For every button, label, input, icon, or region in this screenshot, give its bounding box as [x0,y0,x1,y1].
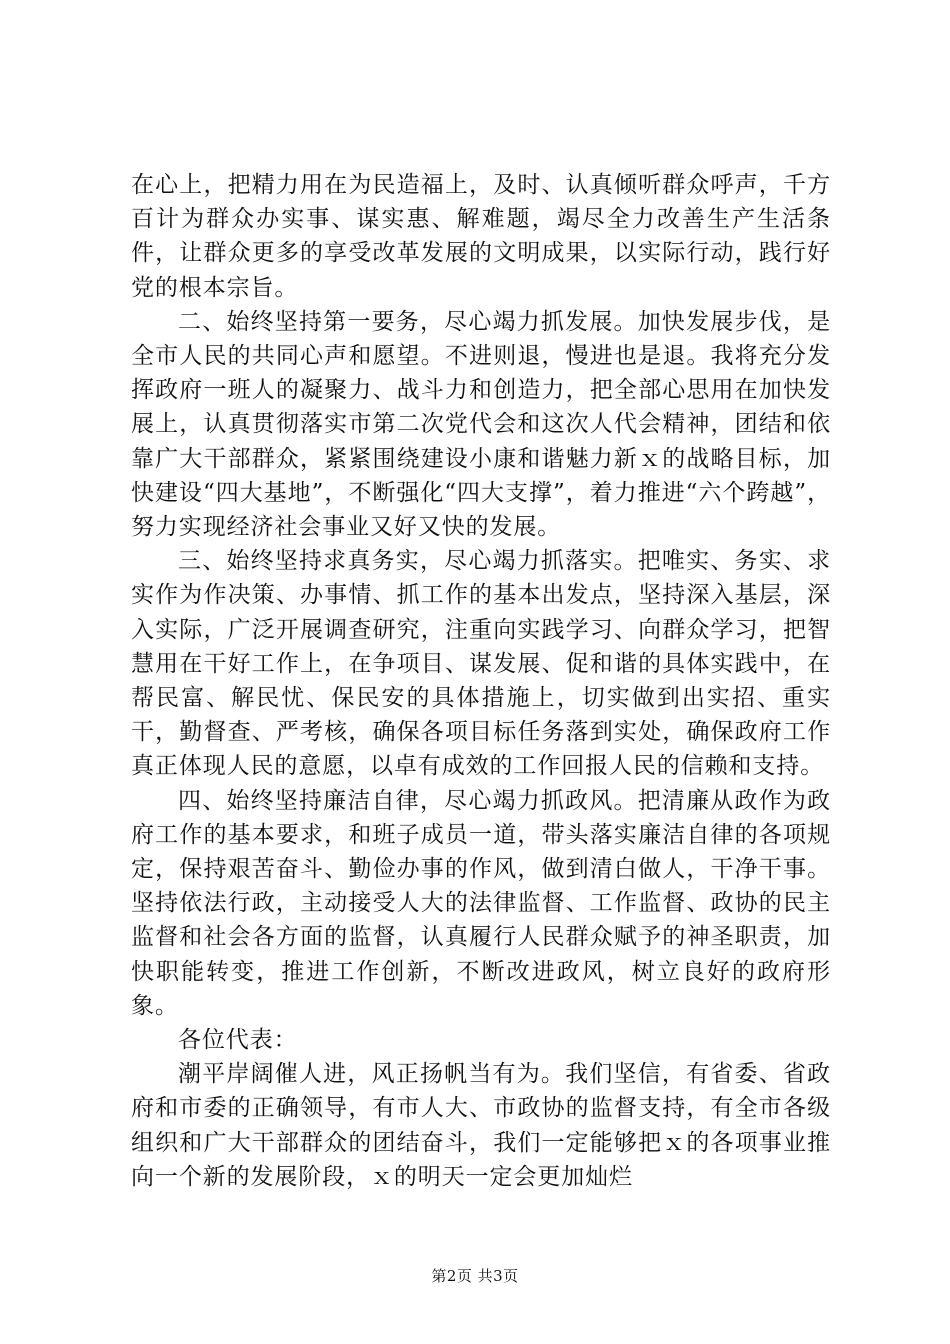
paragraph-continuation: 在心上，把精力用在为民造福上，及时、认真倾听群众呼声，千方百计为群众办实事、谋实惠、解难题，竭尽全力改善生产生活条件，让群众更多的享受改革发展的文明成果，以实际行动，践行好党的根本宗旨。 [131,172,831,301]
paragraph-section-four: 四、始终坚持廉洁自律，尽心竭力抓政风。把清廉从政作为政府工作的基本要求，和班子成员一道，带头落实廉洁自律的各项规定，保持艰苦奋斗、勤俭办事的作风，做到清白做人，干净干事。坚持依法行政，主动接受人大的法律监督、工作监督、政协的民主监督和社会各方面的监督，认真履行人民群众赋予的神圣职责，加快职能转变，推进工作创新，不断改进政风，树立良好的政府形象。 [131,787,831,1019]
document-body [131,168,831,1194]
paragraph-section-three: 三、始终坚持求真务实，尽心竭力抓落实。把唯实、务实、求实作为作决策、办事情、抓工作的基本出发点，坚持深入基层，深入实际，广泛开展调查研究，注重向实践学习、向群众学习，把智慧用在干好工作上，在争项目、谋发展、促和谐的具体实践中，在帮民富、解民忧、保民安的具体措施上，切实做到出实招、重实干，勤督查、严考核，确保各项目标任务落到实处，确保政府工作真正体现人民的意愿，以卓有成效的工作回报人民的信赖和支持。 [131,548,831,780]
paragraph-section-two: 二、始终坚持第一要务，尽心竭力抓发展。加快发展步伐，是全市人民的共同心声和愿望。不进则退，慢进也是退。我将充分发挥政府一班人的凝聚力、战斗力和创造力，把全部心思用在加快发展上，认真贯彻落实市第二次党代会和这次人代会精神，团结和依靠广大干部群众，紧紧围绕建设小康和谐魅力新ｘ的战略目标，加快建设“四大基地”，不断强化“四大支撑”，着力推进“六个跨越”，努力实现经济社会事业又好又快的发展。 [131,308,831,541]
page-number-footer: 第2页 共3页 [431,1267,519,1285]
paragraph-closing: 潮平岸阔催人进，风正扬帆当有为。我们坚信，有省委、省政府和市委的正确领导，有市人大、市政协的监督支持，有全市各级组织和广大干部群众的团结奋斗，我们一定能够把ｘ的各项事业推向一个新的发展阶段，ｘ的明天一定会更加灿烂 [131,1061,831,1190]
paragraph-salutation: 各位代表： [178,1027,298,1054]
